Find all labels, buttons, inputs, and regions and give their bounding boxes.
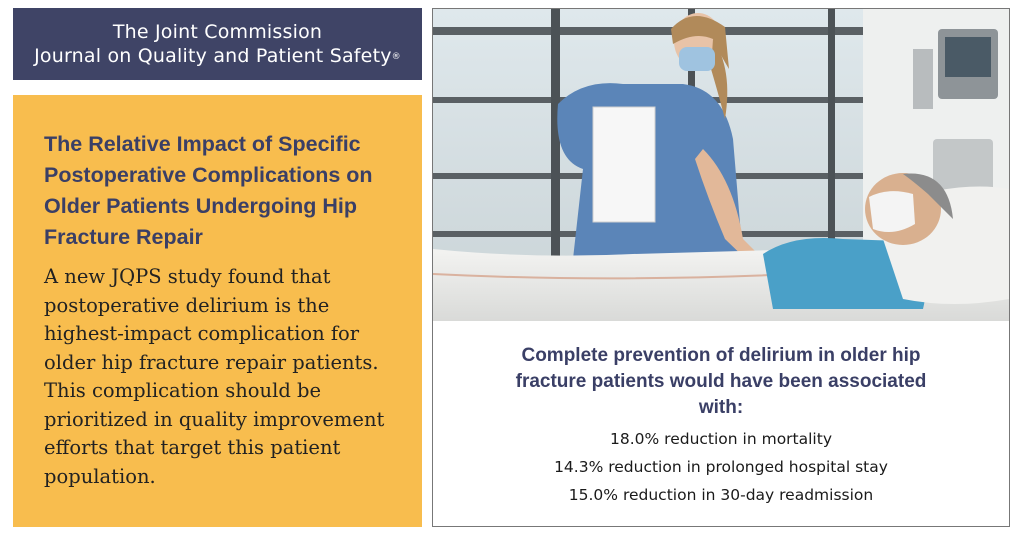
findings-headline: Complete prevention of delirium in older hip fracture patients would have been associated with:	[515, 345, 927, 418]
journal-name-line1: The Joint Commission	[112, 21, 323, 43]
journal-header	[13, 8, 422, 80]
article-title: The Relative Impact of Specific Postoperative Complications on Older Patients Undergoing Hip Fracture Repair	[44, 132, 373, 249]
stat-hospital-stay: 14.3% reduction in prolonged hospital stay	[554, 458, 888, 476]
journal-name-line2-text: Journal on Quality and Patient Safety	[34, 45, 392, 67]
journal-name-line2	[13, 44, 422, 68]
summary-panel	[13, 95, 422, 527]
stat-mortality: 18.0% reduction in mortality	[610, 430, 832, 448]
registered-mark: ®	[391, 52, 401, 62]
summary-text: A new JQPS study found that postoperative delirium is the highest-impact complication for older hip fracture repair patients. This complication should be prioritized in quality improvement efforts that target this patient population.	[44, 265, 385, 488]
stat-readmission: 15.0% reduction in 30-day readmission	[568, 486, 874, 504]
stats-list	[433, 425, 1009, 509]
hospital-photo	[433, 9, 1009, 321]
findings-callout	[433, 343, 1009, 509]
findings-panel	[432, 8, 1010, 527]
